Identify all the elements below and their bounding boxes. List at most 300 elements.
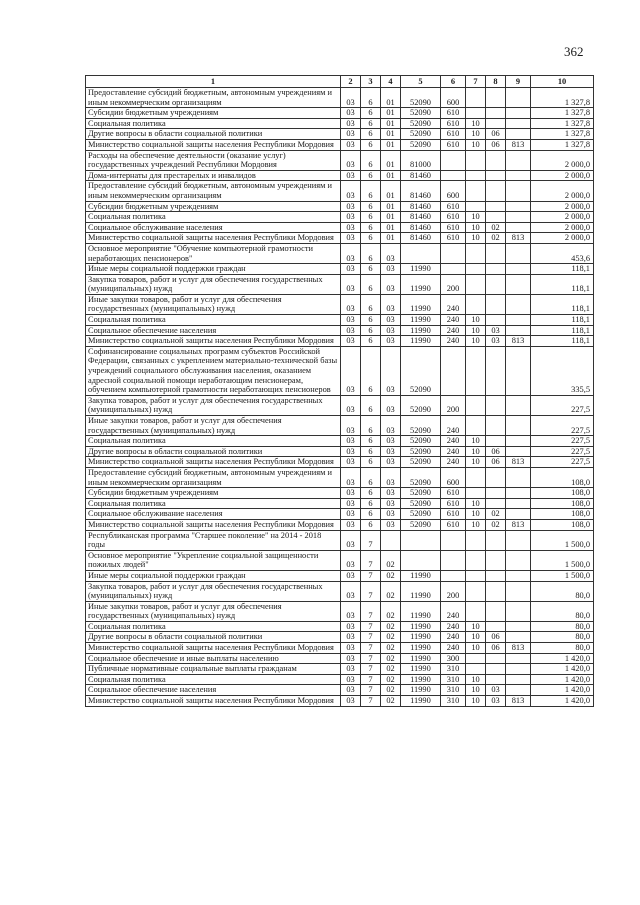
code-cell: 03 [341,416,361,436]
code-cell: 6 [361,150,381,170]
code-cell: 03 [381,243,401,263]
code-cell: 6 [361,233,381,244]
code-cell: 11990 [401,674,441,685]
code-cell [486,294,506,314]
code-cell: 81460 [401,170,441,181]
row-name-cell: Социальная политика [86,674,341,685]
code-cell: 03 [341,325,361,336]
code-cell [486,550,506,570]
code-cell: 03 [381,315,401,326]
code-cell: 03 [341,274,361,294]
row-name-cell: Иные закупки товаров, работ и услуг для обеспечения государственных (муниципальных) нужд [86,294,341,314]
code-cell: 06 [486,643,506,654]
code-cell: 01 [381,88,401,108]
code-cell: 6 [361,395,381,415]
code-cell: 600 [441,181,466,201]
code-cell: 610 [441,118,466,129]
table-row [86,108,594,119]
table-row [86,685,594,696]
amount-cell: 1 420,0 [531,685,594,696]
amount-cell: 1 327,8 [531,118,594,129]
row-name-cell: Закупка товаров, работ и услуг для обеспечения государственных (муниципальных) нужд [86,581,341,601]
code-cell: 03 [381,467,401,487]
amount-cell: 80,0 [531,601,594,621]
code-cell [486,264,506,275]
table-row [86,632,594,643]
code-cell: 03 [341,181,361,201]
code-cell: 813 [506,696,531,707]
code-cell [466,346,486,395]
table-row [86,530,594,550]
code-cell: 06 [486,139,506,150]
code-cell [466,395,486,415]
code-cell: 03 [341,498,361,509]
row-name-cell: Социальное обеспечение и иные выплаты населению [86,653,341,664]
code-cell: 6 [361,336,381,347]
code-cell: 02 [486,222,506,233]
table-row [86,325,594,336]
code-cell [466,243,486,263]
code-cell: 03 [381,294,401,314]
code-cell: 52090 [401,436,441,447]
table-row [86,621,594,632]
code-cell [486,601,506,621]
code-cell: 11990 [401,664,441,675]
table-row [86,446,594,457]
amount-cell: 227,5 [531,416,594,436]
code-cell: 610 [441,201,466,212]
code-cell: 6 [361,509,381,520]
code-cell: 6 [361,170,381,181]
code-cell: 03 [341,530,361,550]
table-row [86,519,594,530]
code-cell: 11990 [401,294,441,314]
row-name-cell: Министерство социальной защиты населения Республики Мордовия [86,139,341,150]
column-header: 3 [361,76,381,88]
row-name-cell: Министерство социальной защиты населения Республики Мордовия [86,233,341,244]
code-cell: 10 [466,233,486,244]
code-cell: 610 [441,129,466,140]
code-cell [486,212,506,223]
code-cell [506,416,531,436]
code-cell: 600 [441,467,466,487]
row-name-cell: Иные меры социальной поддержки граждан [86,570,341,581]
row-name-cell: Социальная политика [86,436,341,447]
code-cell [506,498,531,509]
column-header: 10 [531,76,594,88]
table-row [86,212,594,223]
amount-cell: 227,5 [531,436,594,447]
code-cell: 03 [341,685,361,696]
code-cell: 240 [441,601,466,621]
column-header: 9 [506,76,531,88]
code-cell [466,416,486,436]
code-cell: 03 [341,201,361,212]
row-name-cell: Предоставление субсидий бюджетным, автономным учреждениям и иным некоммерческим организациям [86,88,341,108]
code-cell: 03 [381,416,401,436]
code-cell [486,467,506,487]
code-cell [466,294,486,314]
row-name-cell: Министерство социальной защиты населения Республики Мордовия [86,336,341,347]
table-body [86,88,594,707]
code-cell: 6 [361,457,381,468]
column-header: 6 [441,76,466,88]
amount-cell: 2 000,0 [531,222,594,233]
code-cell: 240 [441,294,466,314]
code-cell: 03 [381,325,401,336]
code-cell: 10 [466,315,486,326]
row-name-cell: Предоставление субсидий бюджетным, автономным учреждениям и иным некоммерческим организациям [86,181,341,201]
code-cell: 6 [361,264,381,275]
code-cell: 10 [466,139,486,150]
code-cell: 813 [506,643,531,654]
table-row [86,696,594,707]
code-cell [506,395,531,415]
code-cell [506,570,531,581]
code-cell [486,436,506,447]
code-cell [486,581,506,601]
code-cell: 7 [361,653,381,664]
code-cell: 03 [381,436,401,447]
code-cell: 03 [341,212,361,223]
code-cell [466,601,486,621]
row-name-cell: Социальная политика [86,498,341,509]
code-cell: 03 [341,601,361,621]
code-cell: 310 [441,664,466,675]
code-cell: 200 [441,395,466,415]
code-cell [486,201,506,212]
code-cell: 03 [381,395,401,415]
row-name-cell: Дома-интернаты для престарелых и инвалидов [86,170,341,181]
code-cell: 81460 [401,212,441,223]
code-cell [506,446,531,457]
code-cell: 10 [466,519,486,530]
amount-cell: 1 327,8 [531,88,594,108]
code-cell: 10 [466,436,486,447]
code-cell: 6 [361,446,381,457]
code-cell: 03 [486,696,506,707]
table-row [86,294,594,314]
code-cell [506,664,531,675]
table-row [86,150,594,170]
code-cell: 240 [441,325,466,336]
code-cell: 240 [441,643,466,654]
code-cell: 7 [361,601,381,621]
code-cell [486,674,506,685]
code-cell: 01 [381,222,401,233]
amount-cell: 2 000,0 [531,212,594,223]
code-cell: 11990 [401,581,441,601]
code-cell: 6 [361,222,381,233]
code-cell [506,685,531,696]
code-cell: 610 [441,212,466,223]
row-name-cell: Софинансирование социальных программ субъектов Российской Федерации, связанных с укреплением материально-технической базы учреждений социального обслуживания населения, оказанием адресной социальной помощи неработающим пенсионерам, обучением компьютерной грамотности неработающих пенсионеров [86,346,341,395]
row-name-cell: Закупка товаров, работ и услуг для обеспечения государственных (муниципальных) нужд [86,395,341,415]
code-cell: 610 [441,108,466,119]
code-cell [506,315,531,326]
code-cell [466,467,486,487]
table-row [86,643,594,654]
code-cell [486,88,506,108]
code-cell: 52090 [401,457,441,468]
code-cell: 6 [361,315,381,326]
table-row [86,336,594,347]
code-cell: 52090 [401,108,441,119]
code-cell: 06 [486,129,506,140]
table-row [86,201,594,212]
code-cell: 02 [381,581,401,601]
code-cell: 7 [361,581,381,601]
code-cell: 10 [466,696,486,707]
code-cell: 10 [466,446,486,457]
row-name-cell: Социальная политика [86,315,341,326]
code-cell: 06 [486,632,506,643]
code-cell: 10 [466,118,486,129]
code-cell: 03 [486,325,506,336]
amount-cell: 108,0 [531,519,594,530]
code-cell: 240 [441,632,466,643]
code-cell: 11990 [401,653,441,664]
amount-cell: 453,6 [531,243,594,263]
code-cell: 52090 [401,346,441,395]
code-cell [506,181,531,201]
code-cell: 02 [381,601,401,621]
code-cell [506,653,531,664]
table-row [86,653,594,664]
code-cell: 03 [341,436,361,447]
code-cell: 310 [441,696,466,707]
code-cell: 6 [361,243,381,263]
table-row [86,395,594,415]
code-cell: 11990 [401,315,441,326]
code-cell: 03 [341,108,361,119]
column-header: 5 [401,76,441,88]
code-cell: 03 [341,88,361,108]
amount-cell: 80,0 [531,581,594,601]
code-cell [381,530,401,550]
code-cell [486,243,506,263]
code-cell [466,264,486,275]
table-row [86,264,594,275]
table-row [86,436,594,447]
code-cell [506,601,531,621]
code-cell [441,170,466,181]
amount-cell: 1 420,0 [531,653,594,664]
amount-cell: 108,0 [531,498,594,509]
amount-cell: 2 000,0 [531,233,594,244]
code-cell: 03 [341,150,361,170]
code-cell: 03 [341,674,361,685]
code-cell [506,88,531,108]
code-cell: 240 [441,436,466,447]
code-cell: 10 [466,643,486,654]
code-cell: 52090 [401,467,441,487]
code-cell: 02 [381,570,401,581]
column-header: 1 [86,76,341,88]
row-name-cell: Другие вопросы в области социальной политики [86,632,341,643]
code-cell: 52090 [401,118,441,129]
table-row [86,222,594,233]
code-cell: 03 [341,581,361,601]
table-row [86,498,594,509]
code-cell: 01 [381,118,401,129]
code-cell: 03 [341,395,361,415]
code-cell: 01 [381,150,401,170]
code-cell [441,530,466,550]
code-cell: 02 [381,696,401,707]
code-cell [486,416,506,436]
code-cell: 7 [361,696,381,707]
code-cell: 02 [381,653,401,664]
code-cell: 6 [361,181,381,201]
code-cell: 7 [361,550,381,570]
row-name-cell: Социальная политика [86,212,341,223]
code-cell [506,201,531,212]
row-name-cell: Расходы на обеспечение деятельности (оказание услуг) государственных учреждений Республики Мордовия [86,150,341,170]
code-cell: 01 [381,139,401,150]
code-cell [486,181,506,201]
code-cell [506,264,531,275]
code-cell [466,88,486,108]
code-cell: 10 [466,325,486,336]
code-cell: 10 [466,212,486,223]
code-cell: 813 [506,139,531,150]
table-row [86,315,594,326]
code-cell [506,170,531,181]
table-header-row [86,76,594,88]
code-cell: 52090 [401,488,441,499]
code-cell: 52090 [401,509,441,520]
code-cell: 200 [441,274,466,294]
amount-cell: 118,1 [531,274,594,294]
code-cell [466,581,486,601]
code-cell [401,243,441,263]
code-cell [506,325,531,336]
code-cell [486,570,506,581]
code-cell: 03 [341,509,361,520]
code-cell [506,108,531,119]
code-cell: 11990 [401,336,441,347]
code-cell: 03 [341,664,361,675]
code-cell: 03 [381,346,401,395]
row-name-cell: Министерство социальной защиты населения Республики Мордовия [86,519,341,530]
row-name-cell: Публичные нормативные социальные выплаты гражданам [86,664,341,675]
row-name-cell: Закупка товаров, работ и услуг для обеспечения государственных (муниципальных) нужд [86,274,341,294]
table-row [86,129,594,140]
code-cell: 240 [441,336,466,347]
code-cell: 7 [361,643,381,654]
code-cell: 6 [361,129,381,140]
code-cell [506,632,531,643]
code-cell: 10 [466,129,486,140]
amount-cell: 118,1 [531,325,594,336]
code-cell: 11990 [401,696,441,707]
code-cell: 610 [441,233,466,244]
amount-cell: 2 000,0 [531,181,594,201]
code-cell: 03 [341,264,361,275]
amount-cell: 227,5 [531,395,594,415]
code-cell [486,118,506,129]
code-cell [506,129,531,140]
code-cell [486,108,506,119]
row-name-cell: Социальное обеспечение населения [86,685,341,696]
code-cell: 6 [361,488,381,499]
amount-cell: 1 327,8 [531,139,594,150]
row-name-cell: Субсидии бюджетным учреждениям [86,201,341,212]
code-cell [506,274,531,294]
code-cell: 03 [381,498,401,509]
code-cell: 02 [486,233,506,244]
code-cell: 03 [486,685,506,696]
code-cell [466,108,486,119]
code-cell [506,621,531,632]
code-cell: 813 [506,457,531,468]
table-row [86,581,594,601]
code-cell: 03 [341,570,361,581]
code-cell: 11990 [401,685,441,696]
code-cell: 10 [466,336,486,347]
code-cell: 03 [381,336,401,347]
code-cell: 02 [486,519,506,530]
amount-cell: 118,1 [531,336,594,347]
table-row [86,416,594,436]
code-cell [401,530,441,550]
code-cell [486,274,506,294]
table-row [86,233,594,244]
code-cell: 03 [341,446,361,457]
code-cell: 52090 [401,498,441,509]
row-name-cell: Другие вопросы в области социальной политики [86,129,341,140]
code-cell: 6 [361,212,381,223]
code-cell: 11990 [401,264,441,275]
row-name-cell: Социальное обеспечение населения [86,325,341,336]
code-cell: 01 [381,181,401,201]
code-cell: 240 [441,416,466,436]
code-cell [486,498,506,509]
code-cell [506,294,531,314]
code-cell: 02 [381,632,401,643]
row-name-cell: Социальная политика [86,118,341,129]
code-cell [466,488,486,499]
amount-cell: 2 000,0 [531,201,594,212]
column-header: 2 [341,76,361,88]
code-cell [506,118,531,129]
amount-cell: 118,1 [531,294,594,314]
table-row [86,570,594,581]
code-cell: 240 [441,457,466,468]
amount-cell: 1 500,0 [531,550,594,570]
code-cell: 7 [361,664,381,675]
code-cell: 10 [466,457,486,468]
code-cell: 03 [341,139,361,150]
table-row [86,181,594,201]
code-cell: 03 [341,457,361,468]
code-cell: 6 [361,108,381,119]
code-cell: 11990 [401,621,441,632]
code-cell: 02 [381,621,401,632]
code-cell [466,274,486,294]
code-cell: 01 [381,129,401,140]
code-cell: 03 [341,632,361,643]
code-cell: 6 [361,88,381,108]
row-name-cell: Иные закупки товаров, работ и услуг для обеспечения государственных (муниципальных) нужд [86,416,341,436]
code-cell: 81460 [401,201,441,212]
code-cell: 6 [361,201,381,212]
code-cell: 240 [441,621,466,632]
code-cell: 01 [381,233,401,244]
row-name-cell: Основное мероприятие "Укрепление социальной защищенности пожилых людей" [86,550,341,570]
code-cell: 52090 [401,129,441,140]
